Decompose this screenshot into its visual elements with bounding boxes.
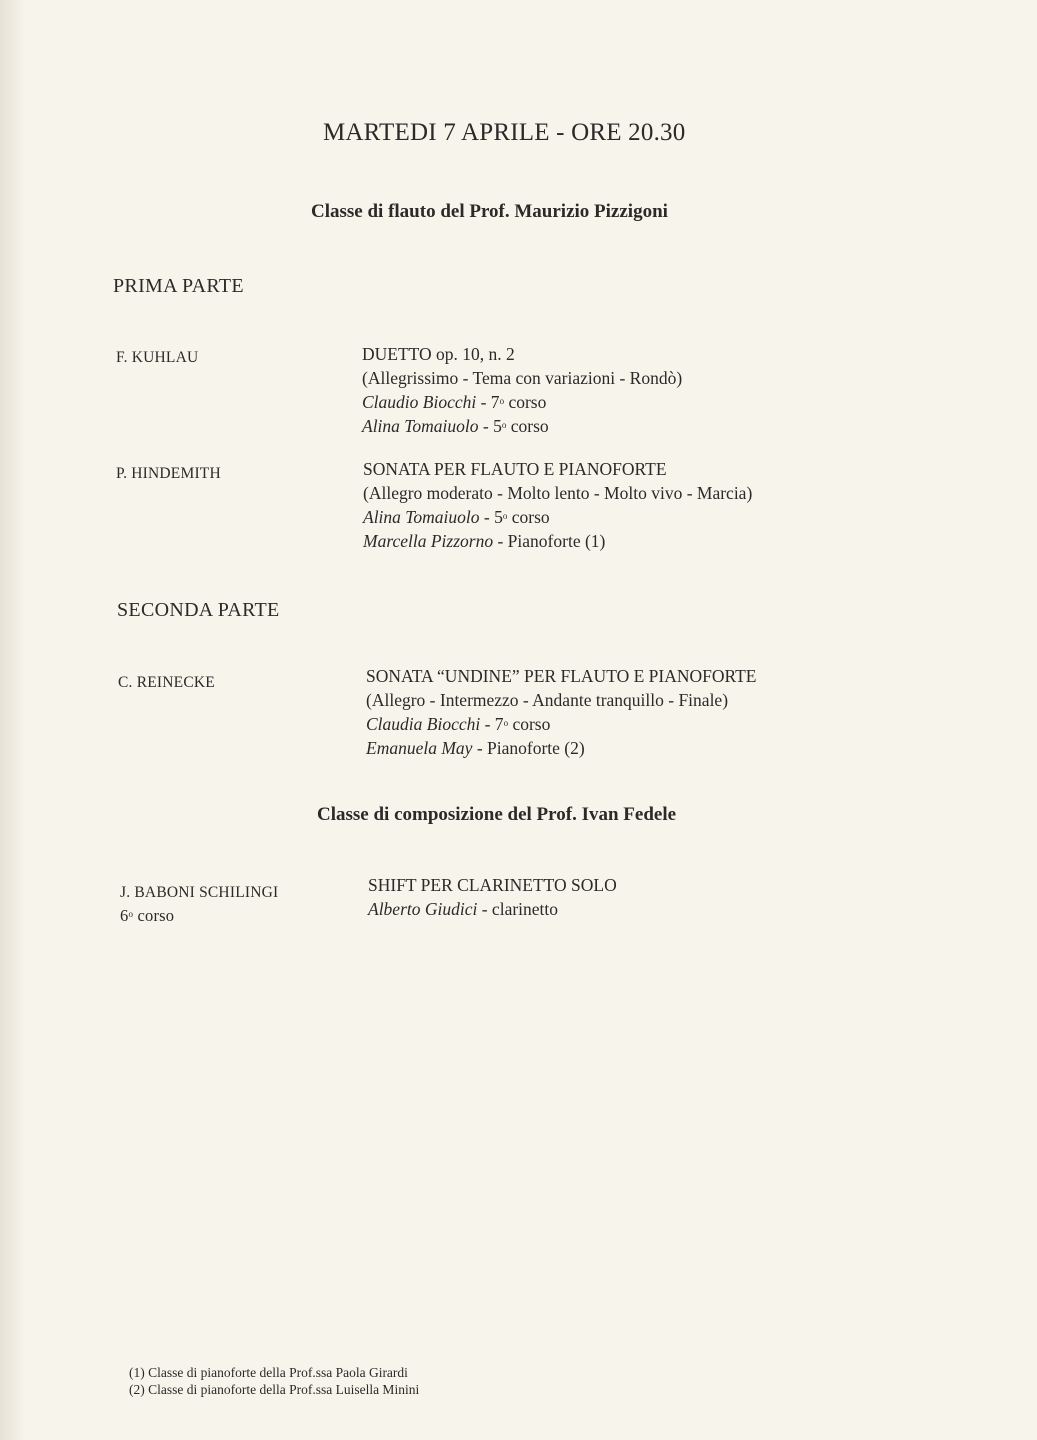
composer-course: 6$^o$ corso bbox=[120, 906, 175, 925]
work-movements: (Allegro moderato - Molto lento - Molto vivo - Marcia) bbox=[363, 483, 753, 503]
class-heading-flute: Classe di flauto del Prof. Maurizio Pizzigoni bbox=[311, 201, 668, 222]
work-kuhlau bbox=[362, 342, 682, 438]
work-movements: (Allegro - Intermezzo - Andante tranquillo - Finale) bbox=[366, 690, 729, 710]
performer-name: Alina Tomaiuolo bbox=[362, 416, 479, 436]
composer-name: J. BABONI SCHILINGI bbox=[120, 884, 279, 901]
part-heading-second: SECONDA PARTE bbox=[117, 599, 280, 621]
performer-name: Claudio Biocchi bbox=[362, 392, 477, 412]
class-heading-composition: Classe di composizione del Prof. Ivan Fedele bbox=[317, 804, 677, 825]
work-title: SONATA “UNDINE” PER FLAUTO E PIANOFORTE bbox=[366, 666, 757, 686]
performer-name: Claudia Biocchi bbox=[366, 714, 481, 734]
composer-kuhlau: F. KUHLAU bbox=[116, 349, 199, 366]
performer-line: Claudia Biocchi - 7$^o$ corso bbox=[366, 714, 551, 734]
work-title: SONATA PER FLAUTO E PIANOFORTE bbox=[363, 459, 667, 479]
performer-name: Alberto Giudici bbox=[368, 899, 478, 919]
performer-line: Alina Tomaiuolo - 5$^o$ corso bbox=[362, 416, 549, 436]
performer-line: Alina Tomaiuolo - 5$^o$ corso bbox=[363, 507, 550, 527]
work-title: DUETTO op. 10, n. 2 bbox=[362, 344, 515, 364]
page-edge-shadow bbox=[0, 0, 26, 1440]
performer-name: Marcella Pizzorno bbox=[363, 531, 494, 551]
work-movements: (Allegrissimo - Tema con variazioni - Rondò) bbox=[362, 368, 683, 388]
composer-hindemith: P. HINDEMITH bbox=[116, 465, 221, 482]
page-title: MARTEDI 7 APRILE - ORE 20.30 bbox=[323, 119, 686, 146]
composer-baboni-schilingi bbox=[120, 881, 278, 927]
work-reinecke bbox=[366, 664, 757, 760]
performer-line: Emanuela May - Pianoforte (2) bbox=[366, 738, 585, 758]
footnotes bbox=[129, 1364, 419, 1398]
performer-line: Marcella Pizzorno - Pianoforte (1) bbox=[363, 531, 606, 551]
part-heading-first: PRIMA PARTE bbox=[113, 275, 244, 297]
work-title: SHIFT PER CLARINETTO SOLO bbox=[368, 875, 617, 895]
performer-name: Alina Tomaiuolo bbox=[363, 507, 480, 527]
performer-name: Emanuela May bbox=[366, 738, 473, 758]
composer-reinecke: C. REINECKE bbox=[118, 674, 215, 691]
performer-line: Alberto Giudici - clarinetto bbox=[368, 899, 559, 919]
footnote-1: (1) Classe di pianoforte della Prof.ssa Paola Girardi bbox=[129, 1365, 408, 1380]
work-hindemith bbox=[363, 457, 752, 553]
footnote-2: (2) Classe di pianoforte della Prof.ssa Luisella Minini bbox=[129, 1382, 420, 1397]
performer-line: Claudio Biocchi - 7$^o$ corso bbox=[362, 392, 547, 412]
work-shift bbox=[368, 873, 617, 921]
